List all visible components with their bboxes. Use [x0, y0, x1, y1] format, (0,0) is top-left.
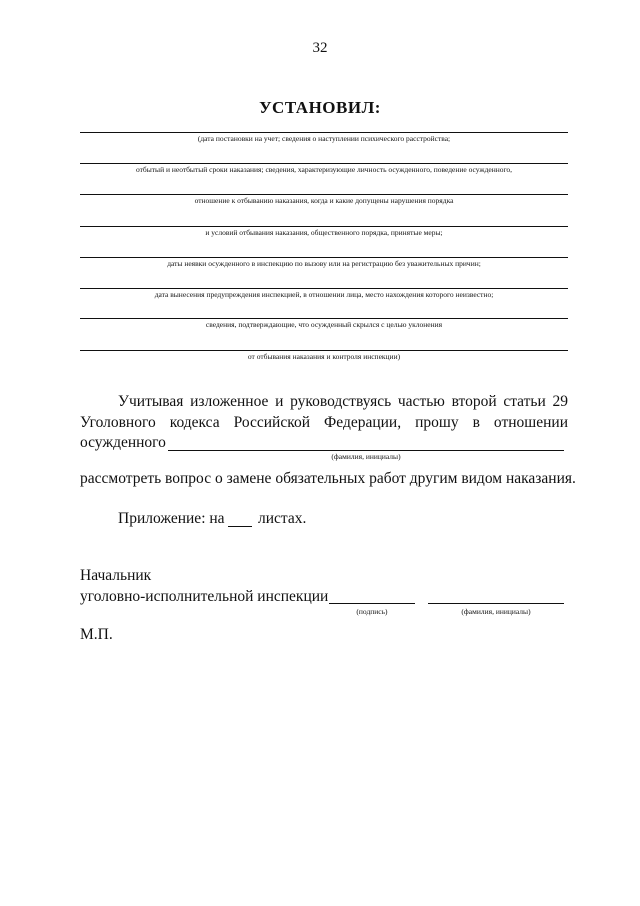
attachment-count-blank[interactable]	[228, 526, 252, 527]
fill-line-6[interactable]	[80, 288, 568, 289]
fill-caption-5: даты неявки осужденного в инспекцию по вызову или на регистрацию без уважительных причин;	[167, 259, 481, 268]
fill-line-8[interactable]	[80, 350, 568, 351]
seal-place: М.П.	[80, 626, 113, 643]
attachment-suffix: листах.	[258, 510, 307, 527]
fill-line-3[interactable]	[80, 194, 568, 195]
signature-line[interactable]	[329, 603, 415, 604]
body-line-1: Учитывая изложенное и руководствуясь частью второй статьи 29	[118, 393, 568, 410]
page-number: 32	[312, 40, 328, 56]
fill-line-7[interactable]	[80, 318, 568, 319]
name-initials-caption: (фамилия, инициалы)	[461, 607, 531, 616]
attachment-prefix: Приложение: на	[118, 510, 225, 527]
convict-name-line[interactable]	[168, 450, 564, 451]
fill-line-5[interactable]	[80, 257, 568, 258]
body-line-2: Уголовного кодекса Российской Федерации, прошу в отношении	[80, 414, 568, 431]
body-line-4: рассмотреть вопрос о замене обязательных работ другим видом наказания.	[80, 470, 576, 487]
fill-caption-2: отбытый и неотбытый сроки наказания; сведения, характеризующие личность осужденного, поведение осужденного,	[135, 165, 513, 174]
fill-caption-6: дата вынесения предупреждения инспекцией, в отношении лица, место нахождения которого неизвестно;	[154, 290, 494, 299]
position-line-1: Начальник	[80, 567, 152, 584]
name-initials-line[interactable]	[428, 603, 564, 604]
fill-caption-7: сведения, подтверждающие, что осужденный скрылся с целью уклонения	[205, 320, 443, 329]
signature-caption: (подпись)	[356, 607, 388, 616]
fill-line-1[interactable]	[80, 132, 568, 133]
body-line-3-label: осужденного	[80, 434, 166, 451]
section-heading: УСТАНОВИЛ:	[259, 98, 381, 117]
convict-name-caption: (фамилия, инициалы)	[331, 452, 401, 461]
fill-caption-1: (дата постановки на учет; сведения о наступлении психического расстройства;	[197, 134, 451, 143]
fill-caption-4: и условий отбывания наказания, общественного порядка, принятые меры;	[205, 228, 443, 237]
position-line-2: уголовно-исполнительной инспекции	[80, 588, 329, 605]
fill-caption-8: от отбывания наказания и контроля инспекции)	[247, 352, 401, 361]
fill-line-2[interactable]	[80, 163, 568, 164]
fill-caption-3: отношение к отбыванию наказания, когда и какие допущены нарушения порядка	[194, 196, 454, 205]
fill-line-4[interactable]	[80, 226, 568, 227]
